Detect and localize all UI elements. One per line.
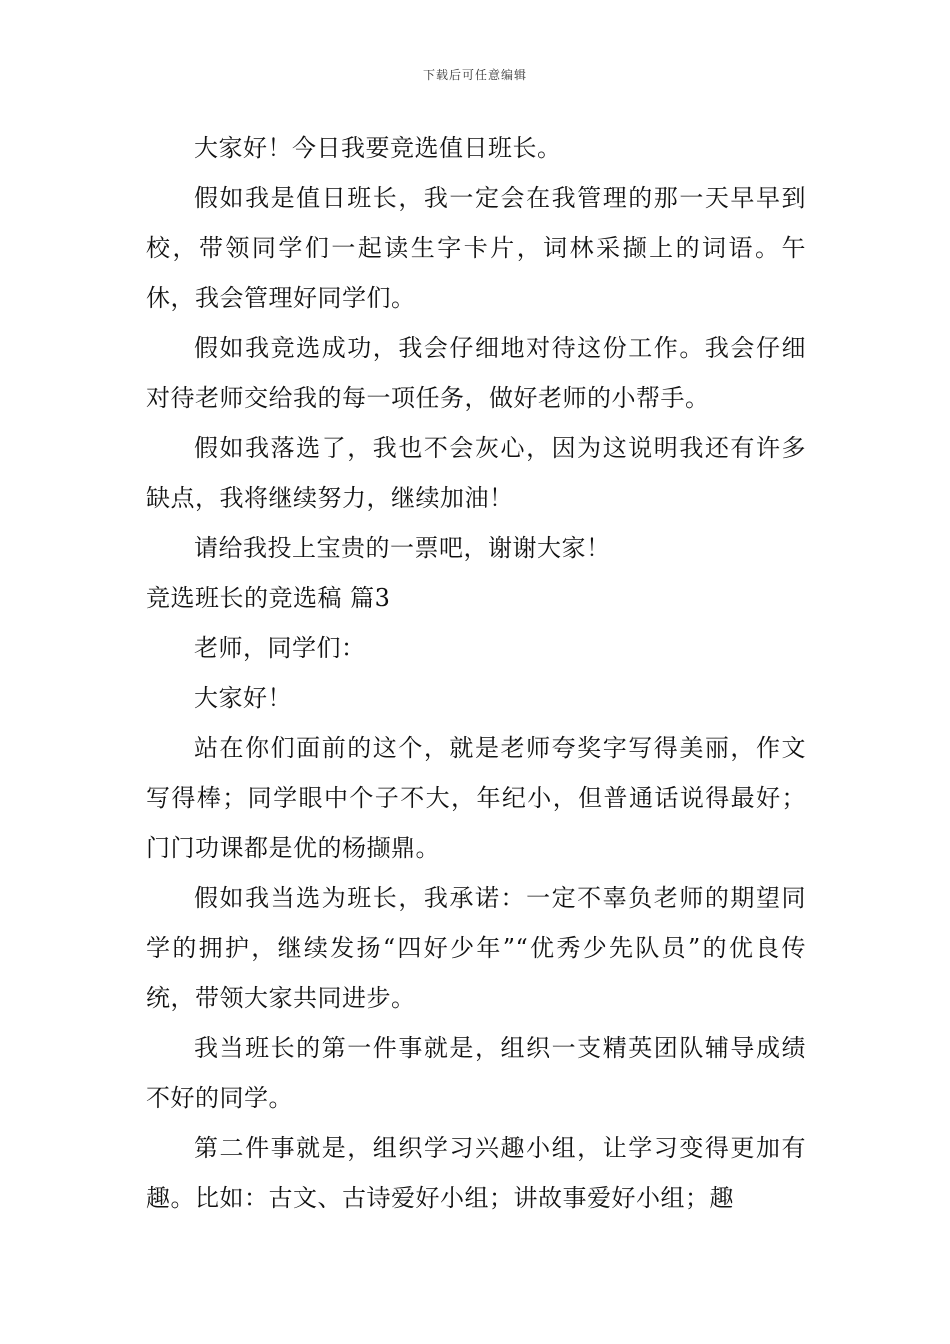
section-heading: 竞选班长的竞选稿 篇3 — [146, 584, 391, 612]
paragraph: 站在你们面前的这个，就是老师夸奖字写得美丽，作文写得棒；同学眼中个子不大，年纪小，但普通话说得最好；门门功课都是优的杨撷鼎。 — [146, 734, 806, 862]
paragraph: 大家好！今日我要竞选值日班长。 — [194, 134, 562, 162]
paragraph: 大家好！ — [194, 684, 292, 712]
paragraph: 第二件事就是，组织学习兴趣小组，让学习变得更加有趣。比如：古文、古诗爱好小组；讲故事爱好小组；趣 — [146, 1134, 806, 1212]
paragraph: 假如我是值日班长，我一定会在我管理的那一天早早到校，带领同学们一起读生字卡片，词林采撷上的词语。午休，我会管理好同学们。 — [146, 184, 806, 312]
document-body — [146, 123, 806, 1223]
paragraph: 老师，同学们： — [194, 634, 366, 662]
paragraph: 假如我落选了，我也不会灰心，因为这说明我还有许多缺点，我将继续努力，继续加油！ — [146, 434, 806, 512]
paragraph: 假如我当选为班长，我承诺：一定不辜负老师的期望同学的拥护，继续发扬“四好少年”“优秀少先队员”的优良传统，带领大家共同进步。 — [146, 884, 806, 1012]
paragraph: 我当班长的第一件事就是，组织一支精英团队辅导成绩不好的同学。 — [146, 1034, 806, 1112]
paragraph: 假如我竞选成功，我会仔细地对待这份工作。我会仔细对待老师交给我的每一项任务，做好老师的小帮手。 — [146, 334, 806, 412]
paragraph: 请给我投上宝贵的一票吧，谢谢大家！ — [194, 534, 611, 562]
page-header-note: 下载后可任意编辑 — [422, 68, 527, 82]
